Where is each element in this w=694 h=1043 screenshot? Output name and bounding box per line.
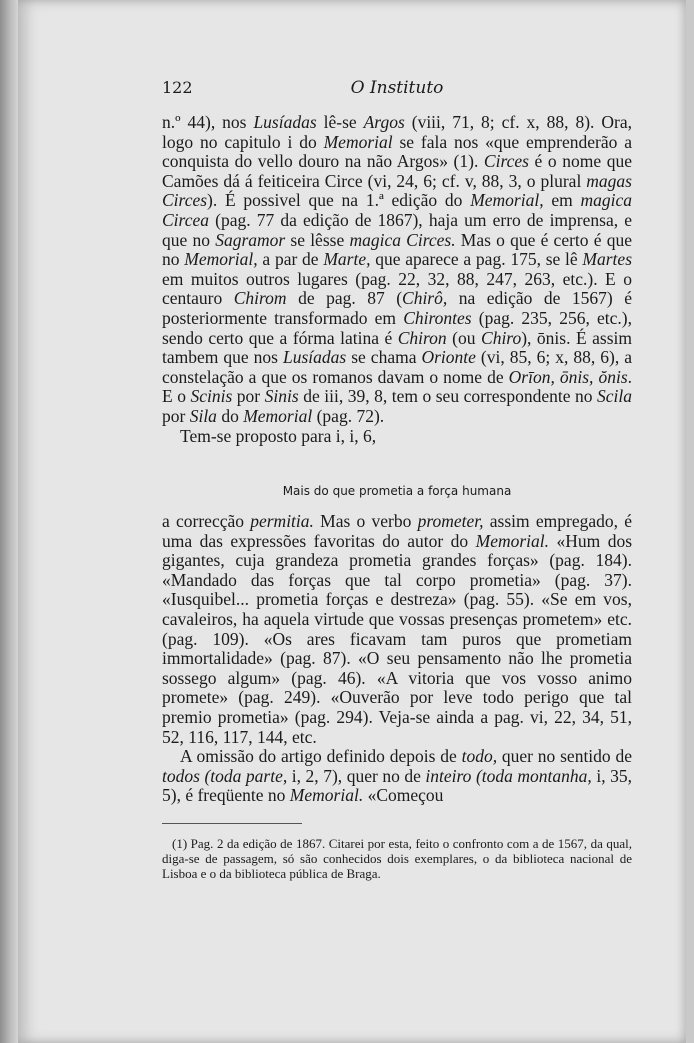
running-title: O Instituto — [350, 78, 444, 98]
text-run: (viii, 71, 8; cf. x, 88, 8). Ora, logo no capitulo i do — [162, 112, 632, 152]
text-run: na edição de 1567) é posteriormente transformado em — [162, 288, 632, 328]
italic-run: Scinis — [190, 386, 233, 407]
text-run: em muitos outros lugares (pag. 22, 32, 88, 247, 263, etc.). E o centauro — [162, 268, 632, 309]
italic-run: Chiron — [397, 327, 447, 348]
text-run: lê-se — [316, 112, 364, 132]
text-run: por — [232, 386, 265, 407]
verse-quote: Mais do que prometia a força humana — [282, 484, 512, 498]
text-run: «Hum dos gigantes, cuja grandeza prometia grandes forças» (pag. 184). «Mandado das forças que tal corpo prometia» (pag. 37). «Iusquibel... prometia forças e destreza» (pag. 55). «Se em vos, cavaleiros, ha aquela virtude que vossas presenças prometem» etc. (pag. 109). «Os ares ficavam tam puros que prometiam immortalidade» (pag. 87). «O seu pensamento não lhe prometia sossego algum» (pag. 46). «A vitoria que vos vosso animo promete» (pag. 249). «Ouverão por leve todo perigo que tal premio prometia» (pag. 294). Veja-se ainda a pag. vi, 22, 34, 51, 52, 116, 117, 144, etc. — [162, 530, 632, 747]
text-run: (pag. 77 da edição de 1867), haja um erro de imprensa, e que no — [162, 209, 632, 250]
italic-run: Memorial, — [184, 249, 258, 270]
text-run: n.º 44), nos — [162, 112, 254, 132]
text-run: (vi, 85, 6; x, 88, 6), a constelação a que os romanos davam o nome de — [162, 347, 632, 387]
footnote-rule — [162, 823, 302, 824]
page-number: 122 — [162, 78, 193, 97]
italic-run: Sila — [189, 405, 217, 426]
body-text-top — [162, 113, 632, 446]
italic-run: Chirom — [233, 288, 287, 309]
italic-run: magica Circes. — [349, 229, 456, 250]
italic-run: Orionte — [421, 347, 476, 368]
text-run: i, 35, 5), é freqüente no — [162, 765, 632, 806]
text-run: quer no sentido de — [497, 746, 632, 767]
italic-run: Chirô, — [402, 288, 448, 309]
italic-run: Scila — [597, 386, 632, 407]
italic-run: todos (toda parte, — [162, 765, 288, 786]
text-run: em — [551, 190, 581, 211]
footnote-number: (1) — [172, 836, 188, 851]
text-run: a correcção — [162, 511, 251, 531]
paragraph — [162, 512, 632, 747]
italic-run: Chirontes — [403, 307, 472, 328]
text-run: de pag. 87 ( — [286, 288, 403, 309]
text-run: . E o — [162, 366, 633, 407]
text-run: «Começou — [363, 785, 444, 806]
text-run: i, 2, 7), quer no de — [287, 765, 426, 786]
italic-run: Memorial. — [289, 785, 364, 806]
text-run: que aparece a pag. 175, se lê — [370, 249, 583, 270]
text-run: de iii, 39, 8, tem o seu correspondente no — [298, 386, 597, 407]
text-run: se lêsse — [285, 229, 350, 250]
page-header — [162, 78, 632, 102]
italic-run: Circes — [483, 151, 529, 172]
text-run: se chama — [346, 347, 422, 368]
footnote-text: Pag. 2 da edição de 1867. Citarei por esta, feito o confronto com a de 1567, da qual, diga-se de passagem, só são conhecidos dois exemplares, o da biblioteca nacional de Lisboa e o da biblioteca pública de Braga. — [162, 836, 632, 882]
text-run: A omissão do artigo definido depois de — [180, 746, 462, 767]
italic-run: Marte, — [323, 249, 371, 270]
italic-run: Memorial — [323, 131, 393, 152]
text-run: Mas o que é certo é que no — [162, 229, 632, 270]
text-run: (ou — [446, 327, 482, 348]
body-text-bottom — [162, 512, 632, 806]
text-run: ), ōnis. É assim tambem que nos — [162, 327, 633, 368]
italic-run: permitia. — [250, 511, 314, 531]
text-run: se fala nos «que emprenderão a conquista do vello douro na não Argos» (1). — [162, 131, 632, 172]
text-run: é o nome que Camões dá á feiticeira Circe (vi, 24, 6; cf. v, 88, 3, o plural — [162, 151, 632, 191]
italic-run: Sinis — [264, 386, 299, 407]
italic-run: Chiro — [481, 327, 522, 348]
italic-run: magas Circes — [162, 170, 632, 211]
book-spine-shadow — [0, 0, 18, 1043]
italic-run: Memorial, — [470, 190, 552, 211]
italic-run: magica Circea — [162, 190, 632, 230]
paragraph — [162, 113, 632, 427]
italic-run: prometer, — [417, 511, 484, 531]
italic-run: Argos — [363, 112, 405, 132]
italic-run: Memorial — [243, 405, 313, 426]
italic-run: todo, — [461, 746, 498, 767]
text-run: (pag. 72). — [312, 405, 385, 426]
italic-run: Lusíadas — [282, 347, 347, 368]
text-run: ). É possivel que na 1.ª edição do — [207, 190, 471, 211]
italic-run: Memorial. — [475, 530, 550, 551]
italic-run: Sagramor — [215, 229, 286, 250]
italic-run: Lusíadas — [253, 112, 317, 132]
text-run: a par de — [257, 249, 324, 270]
italic-run: inteiro (toda montanha, — [425, 765, 592, 786]
italic-run: Orīon, ōnis, ŏnis — [508, 366, 628, 387]
text-run: assim empregado, é uma das expressões favoritas do autor do — [162, 511, 632, 551]
italic-run: Martes — [582, 249, 632, 270]
text-run: Mas o verbo — [313, 511, 418, 531]
text-run: (pag. 235, 256, etc.), sendo certo que a fórma latina é — [162, 307, 632, 348]
paragraph: Tem-se proposto para i, i, 6, — [180, 425, 377, 446]
paragraph — [162, 747, 632, 806]
footnote — [162, 836, 632, 882]
text-run: por — [162, 405, 190, 426]
text-run: do — [216, 405, 244, 426]
